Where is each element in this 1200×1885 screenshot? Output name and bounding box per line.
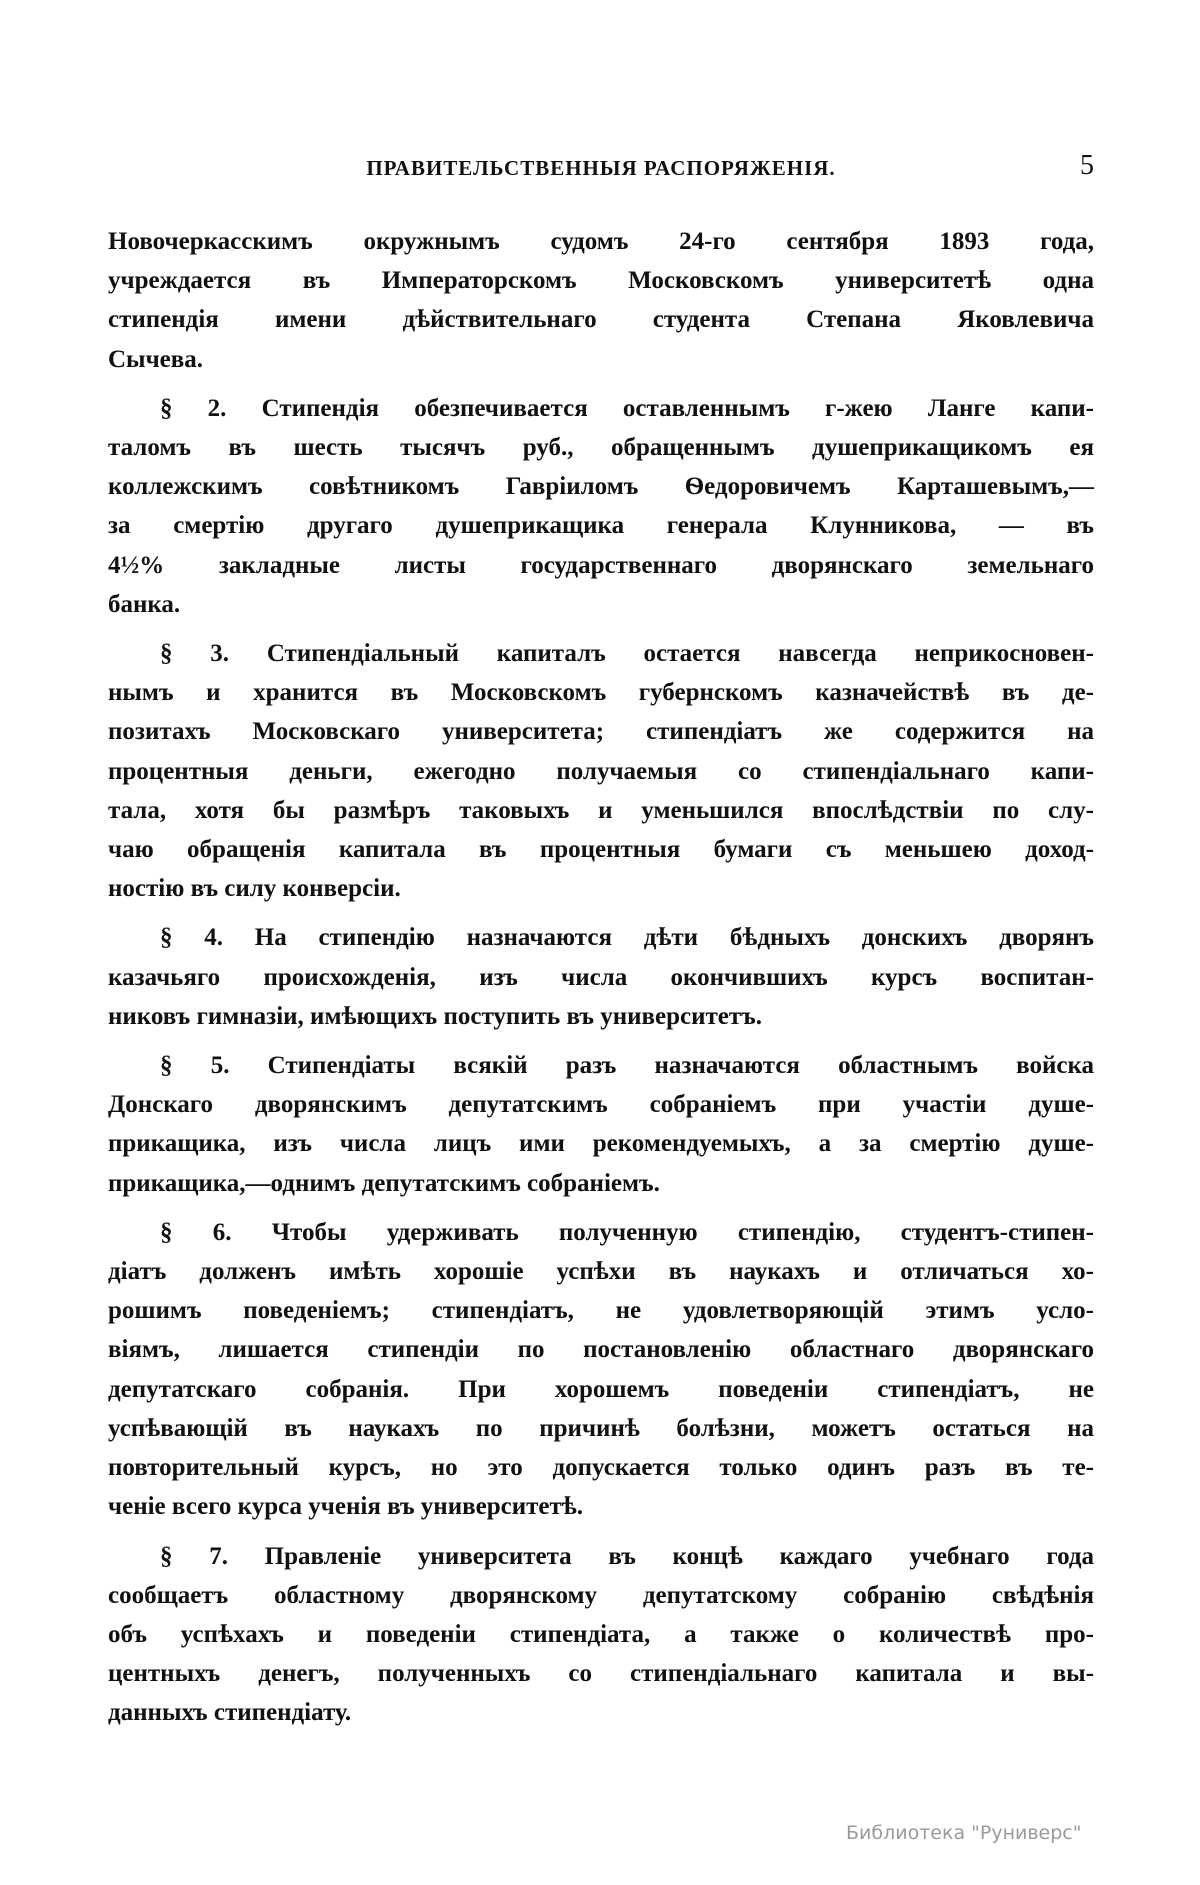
paragraph: [108, 918, 1094, 1036]
text-line: § 7. Правленіе университета въ концѣ каждаго учебнаго года: [160, 1542, 1094, 1570]
text-line: Новочеркасскимъ окружнымъ судомъ 24-го сентября 1893 года,: [108, 228, 1094, 255]
body-text: [108, 222, 1094, 1743]
paragraph: [108, 1046, 1094, 1203]
text-line: § 6. Чтобы удерживать полученную стипендію, студентъ-стипен-: [160, 1218, 1094, 1246]
text-line: объ успѣхахъ и поведеніи стипендіата, а также о количествѣ про-: [108, 1620, 1094, 1648]
paragraph: [108, 634, 1094, 908]
text-line: повторительный курсъ, но это допускается только одинъ разъ въ те-: [108, 1454, 1094, 1482]
text-line: 4½% закладные листы государственнаго дворянскаго земельнаго: [108, 551, 1094, 579]
text-line: § 3. Стипендіальный капиталъ остается навсегда неприкосновен-: [160, 640, 1094, 668]
text-line: тала, хотя бы размѣръ таковыхъ и уменьшился впослѣдствіи по слу-: [108, 796, 1094, 824]
text-line: банка.: [108, 590, 181, 618]
text-line: коллежскимъ совѣтникомъ Гавріиломъ Ѳедоровичемъ Карташевымъ,—: [108, 473, 1094, 501]
text-line: процентныя деньги, ежегодно получаемыя со стипендіальнаго капи-: [108, 757, 1094, 785]
text-line: § 4. На стипендію назначаются дѣти бѣдныхъ донскихъ дворянъ: [160, 924, 1094, 952]
text-line: депутатскаго собранія. При хорошемъ поведеніи стипендіатъ, не: [108, 1375, 1094, 1403]
text-line: прикащика,—однимъ депутатскимъ собраніемъ.: [108, 1169, 660, 1197]
page-number: 5: [1080, 150, 1094, 181]
text-line: віямъ, лишается стипендіи по постановленію областнаго дворянскаго: [108, 1336, 1094, 1364]
paragraph: [108, 1537, 1094, 1733]
text-line: чаю обращенія капитала въ процентныя бумаги съ меньшею доход-: [108, 836, 1094, 864]
text-line: сообщаетъ областному дворянскому депутатскому собранію свѣдѣнія: [108, 1581, 1094, 1609]
text-line: нымъ и хранится въ Московскомъ губернскомъ казначействѣ въ де-: [108, 679, 1094, 707]
paragraph: [108, 389, 1094, 624]
library-watermark: Библиотека "Руниверс": [846, 1822, 1082, 1844]
text-line: данныхъ стипендіату.: [108, 1699, 352, 1727]
paragraph: [108, 1213, 1094, 1527]
text-line: за смертію другаго душеприкащика генерала Клунникова, — въ: [108, 512, 1094, 540]
text-line: стипендія имени дѣйствительнаго студента Степана Яковлевича: [108, 306, 1094, 334]
text-line: никовъ гимназіи, имѣющихъ поступить въ университетъ.: [108, 1002, 762, 1030]
paragraph: [108, 222, 1094, 379]
text-line: прикащика, изъ числа лицъ ими рекомендуемыхъ, а за смертію душе-: [108, 1130, 1094, 1158]
running-head: [108, 150, 1094, 186]
text-line: успѣвающій въ наукахъ по причинѣ болѣзни, можетъ остаться на: [108, 1414, 1094, 1442]
text-line: діатъ долженъ имѣть хорошіе успѣхи въ наукахъ и отличаться хо-: [108, 1258, 1094, 1286]
text-line: Сычева.: [108, 345, 204, 373]
text-line: рошимъ поведеніемъ; стипендіатъ, не удовлетворяющій этимъ усло-: [108, 1297, 1094, 1325]
text-line: позитахъ Московскаго университета; стипендіатъ же содержится на: [108, 718, 1094, 746]
text-line: центныхъ денегъ, полученныхъ со стипендіальнаго капитала и вы-: [108, 1660, 1094, 1688]
text-line: ностію въ силу конверсіи.: [108, 875, 401, 903]
text-line: казачьяго происхожденія, изъ числа окончившихъ курсъ воспитан-: [108, 963, 1094, 991]
text-line: § 5. Стипендіаты всякій разъ назначаются областнымъ войска: [160, 1052, 1094, 1080]
text-line: § 2. Стипендія обезпечивается оставленнымъ г-жею Ланге капи-: [160, 394, 1094, 422]
running-head-title: ПРАВИТЕЛЬСТВЕННЫЯ РАСПОРЯЖЕНІЯ.: [366, 156, 836, 180]
text-line: ченіе всего курса ученія въ университетѣ.: [108, 1493, 584, 1521]
text-line: Донскаго дворянскимъ депутатскимъ собраніемъ при участіи душе-: [108, 1091, 1094, 1119]
text-line: таломъ въ шесть тысячъ руб., обращеннымъ душеприкащикомъ ея: [108, 434, 1094, 462]
text-line: учреждается въ Императорскомъ Московскомъ университетѣ одна: [108, 267, 1094, 295]
